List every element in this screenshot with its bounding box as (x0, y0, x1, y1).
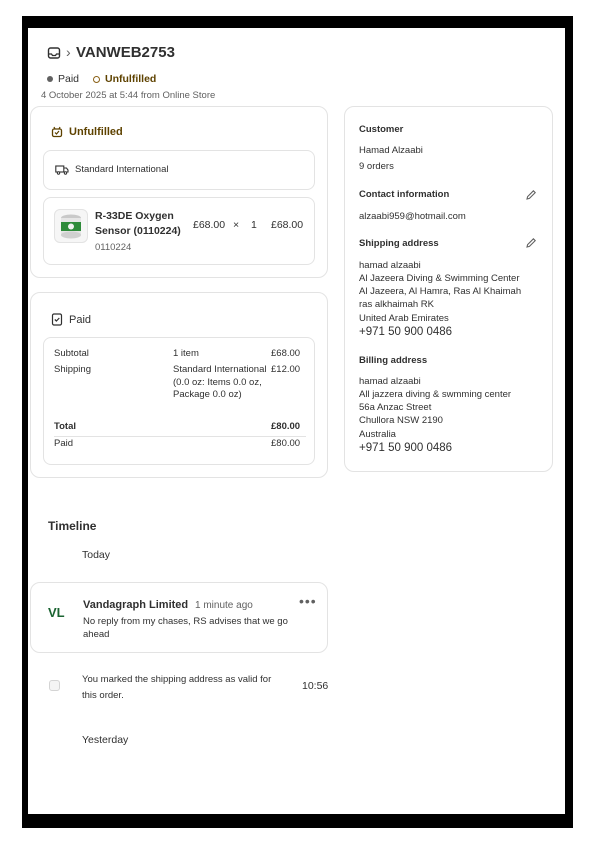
paid-amount: £80.00 (271, 438, 301, 449)
paid-dot-icon (47, 76, 53, 82)
payment-card-title (51, 313, 91, 326)
receipt-check-icon (51, 313, 63, 326)
shipping-method-row (55, 164, 168, 175)
inbox-icon[interactable] (47, 46, 61, 60)
line-total: £68.00 (271, 219, 304, 231)
shipping-address-line: ras alkhaimah RK (359, 299, 434, 310)
fulfillment-status-label: Unfulfilled (105, 73, 157, 85)
fulfillment-title-text: Unfulfilled (69, 126, 123, 138)
shipping-address-line: United Arab Emirates (359, 313, 449, 324)
unit-price: £68.00 (193, 219, 226, 231)
shipping-label: Shipping (54, 364, 91, 375)
order-number: VANWEB2753 (76, 44, 175, 61)
timeline-title: Timeline (48, 519, 97, 533)
shipping-method-name: Standard International (75, 164, 169, 175)
timeline-comment (30, 582, 328, 653)
product-sku: 0110224 (95, 242, 132, 253)
fulfillment-card-title (51, 126, 123, 138)
fulfillment-status-badge (93, 73, 156, 85)
order-page (28, 28, 565, 814)
payment-status-badge (47, 73, 79, 85)
product-name-link[interactable]: R-33DE Oxygen Sensor (0110224) (95, 210, 181, 237)
timeline-event-message: You marked the shipping address as valid for this order. (82, 674, 272, 701)
pencil-icon[interactable] (525, 237, 537, 249)
avatar: VL (48, 605, 65, 620)
total-amount: £80.00 (271, 421, 301, 432)
shipping-address-line: Al Jazeera, Al Hamra, Ras Al Khaimah (359, 286, 522, 297)
billing-address-line: Australia (359, 429, 396, 440)
shipping-amount: £12.00 (271, 364, 301, 375)
timeline-day-today: Today (82, 549, 111, 561)
billing-address-line: Chullora NSW 2190 (359, 415, 443, 426)
subtotal-amount: £68.00 (271, 348, 301, 359)
multiply-sign: × (233, 219, 240, 231)
shipping-phone: +971 50 900 0486 (359, 326, 453, 338)
fulfillment-box-icon (51, 126, 63, 138)
product-thumbnail[interactable] (54, 209, 88, 243)
line-item (43, 197, 315, 265)
truck-icon (55, 165, 69, 175)
subtotal-desc: 1 item (173, 348, 199, 359)
pencil-icon[interactable] (525, 189, 537, 201)
fulfillment-card (30, 106, 328, 278)
shipping-address-line: hamad alzaabi (359, 260, 421, 271)
timeline-event-time: 10:56 (302, 680, 329, 692)
product-image-icon (58, 212, 84, 240)
comment-message: No reply from my chases, RS advises that we go ahead (83, 616, 288, 640)
customer-card (344, 106, 553, 472)
checkbox-icon (49, 680, 60, 691)
billing-address-line: hamad alzaabi (359, 376, 421, 387)
shipping-method-box (43, 150, 315, 190)
payment-card (30, 292, 328, 478)
unfulfilled-ring-icon (93, 76, 100, 83)
customer-name-link[interactable]: Hamad Alzaabi (359, 145, 423, 156)
payment-title-text: Paid (69, 313, 92, 326)
customer-email-link[interactable]: alzaabi959@hotmail.com (359, 211, 466, 222)
timeline-day-yesterday: Yesterday (82, 734, 129, 746)
billing-address-line: 56a Anzac Street (359, 402, 432, 413)
shipping-address-heading: Shipping address (359, 238, 439, 249)
ellipsis-icon[interactable]: ••• (299, 593, 317, 609)
billing-phone: +971 50 900 0486 (359, 442, 453, 454)
total-label: Total (54, 421, 76, 432)
status-badges (47, 73, 156, 85)
billing-address-line: All jazzera diving & swmming center (359, 389, 512, 400)
order-date-source: 4 October 2025 at 5:44 from Online Store (41, 90, 216, 101)
breadcrumb-chevron: › (66, 44, 71, 60)
contact-heading: Contact information (359, 189, 450, 200)
subtotal-label: Subtotal (54, 348, 89, 359)
summary-divider (54, 436, 306, 437)
comment-author: Vandagraph Limited (83, 599, 189, 611)
comment-time: 1 minute ago (195, 600, 253, 611)
paid-label: Paid (54, 438, 74, 449)
shipping-desc: Standard International (0.0 oz: Items 0.0 oz, Package 0.0 oz) (173, 364, 267, 400)
shipping-address-line: Al Jazeera Diving & Swimming Center (359, 273, 520, 284)
quantity: 1 (251, 219, 257, 231)
customer-orders-link[interactable]: 9 orders (359, 161, 394, 172)
payment-status-label: Paid (58, 73, 80, 85)
customer-heading: Customer (359, 124, 404, 135)
billing-address-heading: Billing address (359, 355, 428, 366)
payment-summary (43, 337, 315, 465)
